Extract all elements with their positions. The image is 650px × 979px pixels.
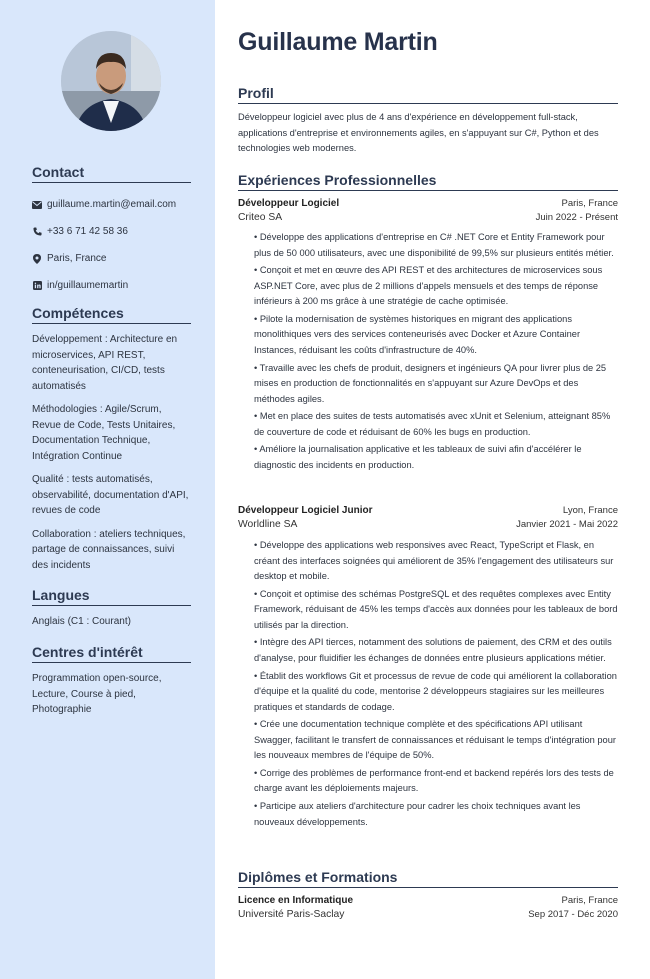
list-item: • Met en place des suites de tests automatisés avec xUnit et Selenium, atteignant 85% de couverture de code et réduisant de 60% les bugs en production. [254, 411, 611, 437]
contact-title: Contact [32, 164, 191, 183]
contact-linkedin[interactable] [32, 272, 191, 299]
list-item: • Établit des workflows Git et processus de revue de code qui améliorent la collaboration d'équipe et la qualité du code, mentorise 2 développeurs stagiaires sur les meilleures pratiques et standards de codage. [254, 670, 617, 712]
job-title: Développeur Logiciel [238, 197, 340, 209]
email-text: guillaume.martin@email.com [47, 199, 177, 210]
phone-icon [32, 227, 42, 237]
skill-item: Méthodologies : Agile/Scrum, Revue de Code, Tests Unitaires, Documentation Technique, Intégration Continue [32, 404, 176, 462]
languages-section [32, 587, 191, 630]
map-pin-icon [32, 254, 42, 264]
list-item: • Développe des applications d'entreprise en C# .NET Core et Entity Framework pour plus de 50 000 utilisateurs, avec une disponibilité de 99,5% sur plusieurs entités métier. [254, 232, 614, 258]
job-header [238, 196, 618, 224]
interests-section [32, 644, 191, 718]
envelope-icon [32, 200, 42, 210]
job-location: Paris, France [561, 197, 618, 209]
interests-text: Programmation open-source, Lecture, Course à pied, Photographie [32, 673, 162, 715]
education-entry [238, 893, 618, 921]
location-text: Paris, France [47, 253, 107, 264]
job-bullets [254, 230, 618, 476]
profile-text: Développeur logiciel avec plus de 4 ans d'expérience en développement full-stack, applications d'entreprise et environnements agiles, en s'appuyant sur C#, Python et des technologies web modernes. [238, 112, 599, 153]
skills-section [32, 305, 191, 581]
job-dates: Janvier 2021 - Mai 2022 [516, 518, 618, 530]
list-item: • Participe aux ateliers d'architecture pour cadrer les choix techniques avant les nouveaux développements. [254, 801, 581, 827]
interests-title: Centres d'intérêt [32, 644, 191, 663]
list-item: • Intègre des API tierces, notamment des solutions de paiement, des CRM et des outils d'analyse, pour fluidifier les échanges de données entre plusieurs applications métier. [254, 637, 612, 663]
linkedin-icon [32, 281, 42, 291]
languages-title: Langues [32, 587, 191, 606]
job-company: Criteo SA [238, 211, 283, 223]
skill-item: Qualité : tests automatisés, observabilité, documentation d'API, revues de code [32, 474, 189, 516]
education-dates: Sep 2017 - Déc 2020 [528, 908, 618, 920]
skill-item: Collaboration : ateliers techniques, partage de connaissances, suivi des incidents [32, 528, 186, 571]
phone-text: +33 6 71 42 58 36 [47, 226, 128, 237]
job-location: Lyon, France [562, 504, 618, 516]
skills-title: Compétences [32, 305, 191, 324]
list-item: • Développe des applications web responsives avec React, TypeScript et Flask, en créant des interfaces soignées qui améliorent de 35% l'engagement des utilisateurs sur desktop et mobile. [254, 540, 614, 581]
list-item: • Travaille avec les chefs de produit, designers et ingénieurs QA pour livrer plus de 25 mises en production de fonctionnalités en s'appuyant sur Azure DevOps et des méthodes agiles. [254, 362, 607, 404]
job-title: Développeur Logiciel Junior [238, 504, 373, 516]
list-item: • Corrige des problèmes de performance front-end et backend repérés lors des tests de charge avant les déploiements majeurs. [254, 767, 614, 794]
list-item: • Conçoit et optimise des schémas PostgreSQL et des requêtes complexes avec Entity Framework, réduisant de 45% les temps d'accès aux données pour les tableaux de bord utilisés par la direction. [254, 588, 618, 630]
list-item: • Crée une documentation technique complète et des spécifications API utilisant Swagger, facilitant le transfert de connaissances et réduisant le temps d'intégration pour les nouveaux membres de l'équipe de 50%. [254, 719, 616, 761]
profile-photo [61, 31, 161, 131]
skill-item: Développement : Architecture en microservices, API REST, conteneurisation, CI/CD, tests automatisés [32, 334, 178, 392]
list-item: • Améliore la journalisation applicative et les tableaux de suivi afin d'accélérer le diagnostic des incidents en production. [254, 444, 582, 470]
linkedin-text: in/guillaumemartin [47, 280, 129, 291]
job-company: Worldline SA [238, 518, 298, 530]
degree-title: Licence en Informatique [238, 894, 354, 906]
school-name: Université Paris-Saclay [238, 908, 345, 920]
sidebar [0, 0, 215, 979]
contact-phone[interactable] [32, 218, 191, 245]
education-location: Paris, France [561, 894, 618, 906]
job-dates: Juin 2022 - Présent [535, 211, 618, 223]
language-item: Anglais (C1 : Courant) [32, 616, 131, 627]
contact-location [32, 245, 191, 272]
candidate-name: Guillaume Martin [238, 28, 438, 56]
contact-email[interactable] [32, 191, 191, 218]
job-bullets [254, 538, 618, 832]
experience-title: Expériences Professionnelles [238, 172, 618, 191]
education-title: Diplômes et Formations [238, 869, 618, 888]
list-item: • Pilote la modernisation de systèmes historiques en migrant des applications monolithiques vers des services conteneurisés avec Docker et Azure Container Instances, réduisant les coûts d'infrastructure de 40%. [254, 313, 581, 355]
job-header [238, 503, 618, 531]
profile-title: Profil [238, 85, 618, 104]
contact-section [32, 164, 191, 299]
list-item: • Conçoit et met en œuvre des API REST et des architectures de microservices sous ASP.NET Core, avec plus de 2 millions d'appels mensuels et des temps de réponse inférieurs à 200 ms grâce à une stratégie de cache optimisée. [254, 265, 603, 307]
